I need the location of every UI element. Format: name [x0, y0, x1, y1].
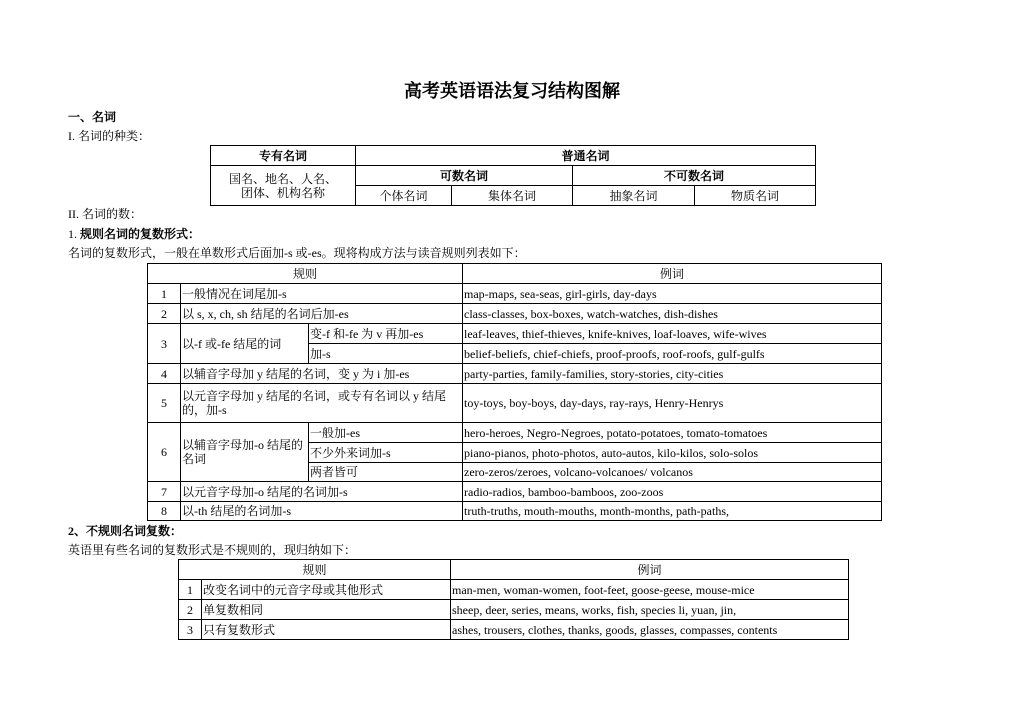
heading-index: 1.: [68, 227, 77, 241]
example-cell: ashes, trousers, clothes, thanks, goods, glasses, compasses, contents: [451, 620, 849, 640]
regular-plural-heading: [68, 226, 200, 242]
example-cell: toy-toys, boy-boys, day-days, ray-rays, Henry-Henrys: [463, 384, 882, 423]
example-cell: class-classes, box-boxes, watch-watches, dish-dishes: [463, 304, 882, 324]
countable-noun-header: 可数名词: [356, 166, 573, 186]
rule-cell: 以辅音字母加-o 结尾的名词: [181, 423, 309, 482]
collective-noun-cell: 集体名词: [452, 186, 573, 206]
sub-rule-cell: 加-s: [309, 344, 463, 364]
row-number: 4: [148, 364, 181, 384]
rule-cell: 以-f 或-fe 结尾的词: [181, 324, 309, 364]
header-rule: 规则: [179, 560, 451, 580]
example-cell: piano-pianos, photo-photos, auto-autos, kilo-kilos, solo-solos: [463, 443, 882, 463]
regular-plural-table: [147, 263, 882, 521]
irregular-plural-intro: 英语里有些名词的复数形式是不规则的，现归纳如下：: [68, 543, 357, 557]
proper-noun-examples-line: 团体、机构名称: [240, 185, 325, 200]
row-number: 6: [148, 423, 181, 482]
irregular-plural-table: [178, 559, 849, 640]
example-cell: party-parties, family-families, story-stories, city-cities: [463, 364, 882, 384]
rule-cell: 以辅音字母加 y 结尾的名词，变 y 为 i 加-es: [181, 364, 463, 384]
irregular-plural-heading: 2、不规则名词复数：: [68, 524, 183, 538]
row-number: 2: [148, 304, 181, 324]
number-heading: II. 名词的数：: [68, 207, 142, 221]
proper-noun-examples-line: 国名、地名、人名、: [228, 171, 337, 186]
row-number: 1: [179, 580, 202, 600]
section-heading-noun: 一、名词: [68, 110, 117, 124]
page-title: 高考英语语法复习结构图解: [404, 81, 620, 101]
row-number: 5: [148, 384, 181, 423]
example-cell: man-men, woman-women, foot-feet, goose-geese, mouse-mice: [451, 580, 849, 600]
example-cell: belief-beliefs, chief-chiefs, proof-proofs, roof-roofs, gulf-gulfs: [463, 344, 882, 364]
proper-noun-header: 专有名词: [211, 146, 356, 166]
heading-text: 规则名词的复数形式：: [80, 227, 201, 241]
noun-kinds-table: [210, 145, 816, 206]
regular-plural-intro: 名词的复数形式，一般在单数形式后面加-s 或-es。现将构成方法与读音规则列表如下：: [68, 246, 526, 260]
sub-rule-cell: 一般加-es: [309, 423, 463, 443]
uncountable-noun-header: 不可数名词: [573, 166, 816, 186]
header-example: 例词: [463, 264, 882, 284]
example-cell: map-maps, sea-seas, girl-girls, day-days: [463, 284, 882, 304]
row-number: 3: [179, 620, 202, 640]
example-cell: sheep, deer, series, means, works, fish, species li, yuan, jin,: [451, 600, 849, 620]
row-number: 1: [148, 284, 181, 304]
sub-rule-cell: 两者皆可: [309, 463, 463, 482]
rule-cell: 只有复数形式: [202, 620, 451, 640]
rule-cell: 一般情况在词尾加-s: [181, 284, 463, 304]
rule-cell: 单复数相同: [202, 600, 451, 620]
rule-cell: 以元音字母加 y 结尾的名词，或专有名词以 y 结尾的，加-s: [181, 384, 463, 423]
row-number: 8: [148, 502, 181, 521]
example-cell: zero-zeros/zeroes, volcano-volcanoes/ volcanos: [463, 463, 882, 482]
row-number: 2: [179, 600, 202, 620]
abstract-noun-cell: 抽象名词: [573, 186, 695, 206]
individual-noun-cell: 个体名词: [356, 186, 452, 206]
row-number: 3: [148, 324, 181, 364]
row-number: 7: [148, 482, 181, 502]
rule-cell: 以 s, x, ch, sh 结尾的名词后加-es: [181, 304, 463, 324]
example-cell: radio-radios, bamboo-bamboos, zoo-zoos: [463, 482, 882, 502]
rule-cell: 改变名词中的元音字母或其他形式: [202, 580, 451, 600]
common-noun-header: 普通名词: [356, 146, 816, 166]
header-rule: 规则: [148, 264, 463, 284]
rule-cell: 以元音字母加-o 结尾的名词加-s: [181, 482, 463, 502]
header-example: 例词: [451, 560, 849, 580]
example-cell: truth-truths, mouth-mouths, month-months, path-paths,: [463, 502, 882, 521]
proper-noun-examples: [211, 166, 356, 206]
sub-rule-cell: 不少外来词加-s: [309, 443, 463, 463]
example-cell: hero-heroes, Negro-Negroes, potato-potatoes, tomato-tomatoes: [463, 423, 882, 443]
example-cell: leaf-leaves, thief-thieves, knife-knives, loaf-loaves, wife-wives: [463, 324, 882, 344]
rule-cell: 以-th 结尾的名词加-s: [181, 502, 463, 521]
kinds-heading: I. 名词的种类：: [68, 129, 150, 143]
material-noun-cell: 物质名词: [695, 186, 816, 206]
sub-rule-cell: 变-f 和-fe 为 v 再加-es: [309, 324, 463, 344]
